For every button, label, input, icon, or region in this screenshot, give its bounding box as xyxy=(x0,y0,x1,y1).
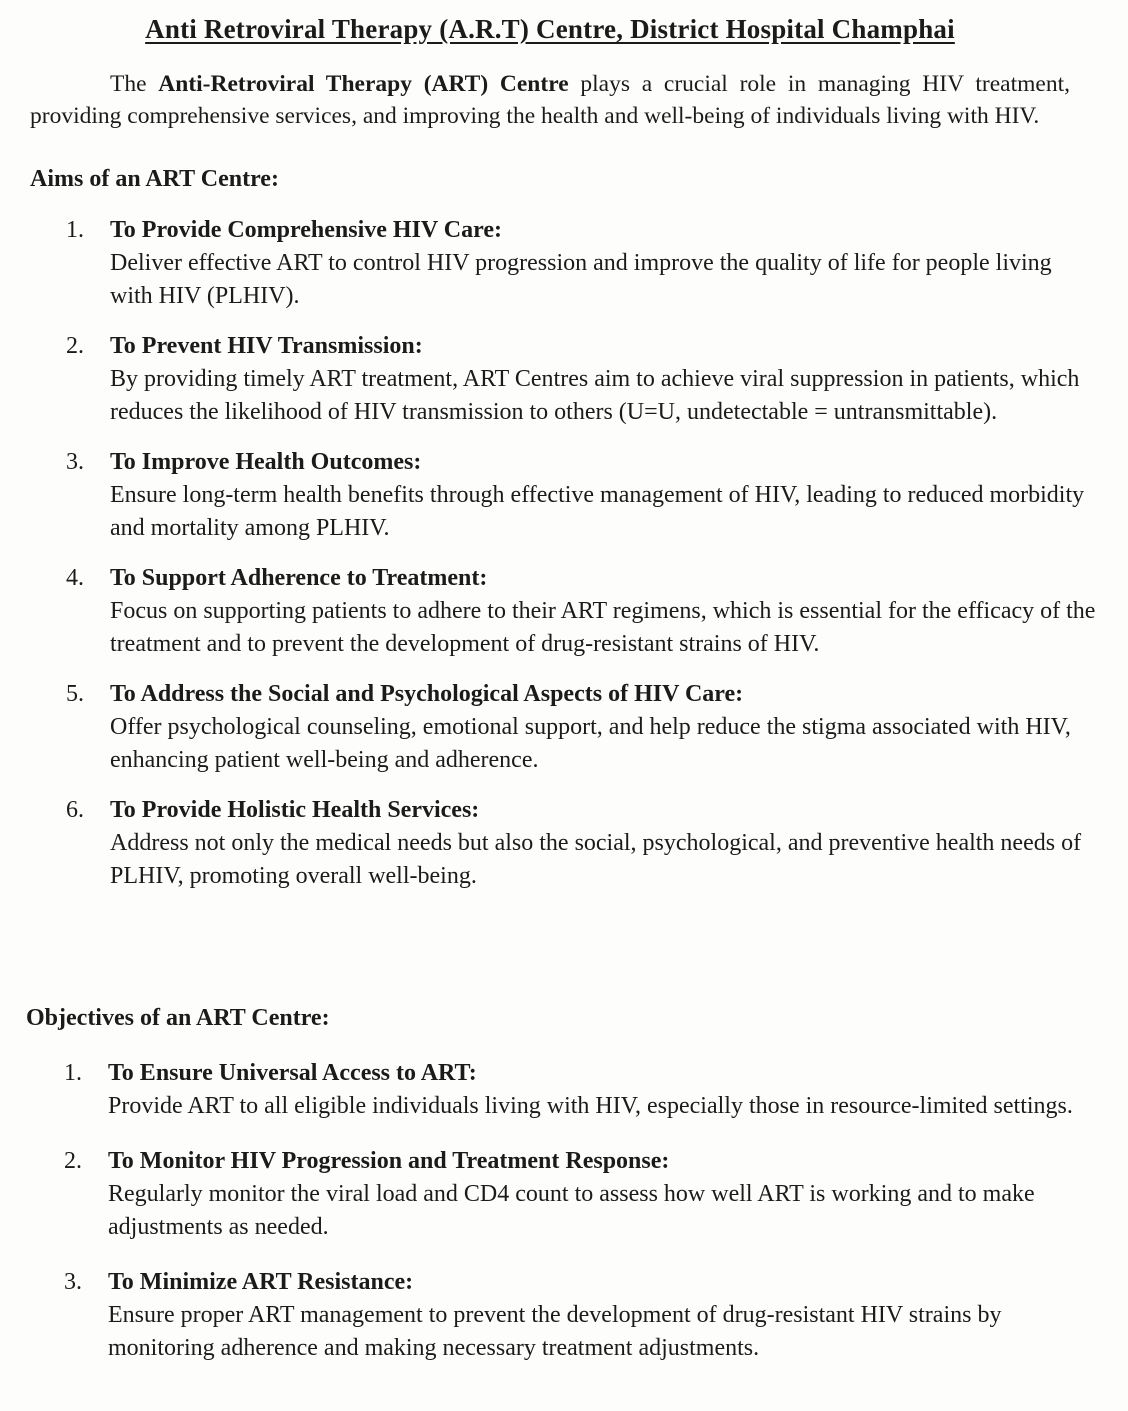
aim-item xyxy=(66,446,1096,545)
aim-item xyxy=(66,678,1096,777)
aim-description: Ensure long-term health benefits through effective management of HIV, leading to reduced morbidity and mortality among PLHIV. xyxy=(110,482,1085,541)
aim-number: 2. xyxy=(66,333,84,359)
aim-number: 4. xyxy=(66,565,84,591)
aim-number: 3. xyxy=(66,449,84,475)
objectives-list xyxy=(64,1057,1109,1387)
intro-bold-term: Anti-Retroviral Therapy (ART) Centre xyxy=(158,71,569,97)
objective-item xyxy=(64,1145,1109,1244)
aims-list xyxy=(66,214,1096,910)
objective-number: 2. xyxy=(64,1148,82,1174)
aim-description: Focus on supporting patients to adhere to their ART regimens, which is essential for the efficacy of the treatment and to prevent the development of drug-resistant strains of HIV. xyxy=(110,598,1096,657)
aim-title: To Address the Social and Psychological Aspects of HIV Care: xyxy=(110,681,744,707)
objective-title: To Monitor HIV Progression and Treatment Response: xyxy=(108,1148,670,1174)
document-title: Anti Retroviral Therapy (A.R.T) Centre, District Hospital Champhai xyxy=(145,14,955,44)
aim-item xyxy=(66,214,1096,313)
objective-description: Ensure proper ART management to prevent the development of drug-resistant HIV strains by monitoring adherence and making necessary treatment adjustments. xyxy=(108,1302,1002,1361)
aim-title: To Provide Holistic Health Services: xyxy=(110,797,480,823)
aim-title: To Provide Comprehensive HIV Care: xyxy=(110,217,503,243)
objectives-heading: Objectives of an ART Centre: xyxy=(26,1005,330,1031)
aim-number: 5. xyxy=(66,681,84,707)
aims-heading: Aims of an ART Centre: xyxy=(30,166,279,192)
aim-title: To Support Adherence to Treatment: xyxy=(110,565,488,591)
aim-number: 6. xyxy=(66,797,84,823)
aim-item xyxy=(66,794,1096,893)
objective-description: Regularly monitor the viral load and CD4 count to assess how well ART is working and to make adjustments as needed. xyxy=(108,1181,1035,1240)
objective-title: To Minimize ART Resistance: xyxy=(108,1269,414,1295)
intro-paragraph xyxy=(30,68,1070,132)
aim-description: Deliver effective ART to control HIV progression and improve the quality of life for people living with HIV (PLHIV). xyxy=(110,250,1052,309)
aim-item xyxy=(66,330,1096,429)
aim-description: By providing timely ART treatment, ART Centres aim to achieve viral suppression in patients, which reduces the likelihood of HIV transmission to others (U=U, undetectable = untransmittable). xyxy=(110,366,1080,425)
aim-title: To Improve Health Outcomes: xyxy=(110,449,422,475)
intro-lead: The xyxy=(110,71,159,97)
aim-number: 1. xyxy=(66,217,84,243)
objective-number: 1. xyxy=(64,1060,82,1086)
objective-item xyxy=(64,1266,1109,1365)
objective-number: 3. xyxy=(64,1269,82,1295)
aim-description: Address not only the medical needs but also the social, psychological, and preventive health needs of PLHIV, promoting overall well-being. xyxy=(110,830,1082,889)
aim-title: To Prevent HIV Transmission: xyxy=(110,333,423,359)
objective-description: Provide ART to all eligible individuals living with HIV, especially those in resource-limited settings. xyxy=(108,1093,1073,1119)
objective-item xyxy=(64,1057,1109,1123)
aim-item xyxy=(66,562,1096,661)
intro-rest: plays a crucial role in managing HIV treatment, providing comprehensive services, and improving the health and well-being of individuals living with HIV. xyxy=(30,71,1070,129)
aim-description: Offer psychological counseling, emotional support, and help reduce the stigma associated with HIV, enhancing patient well-being and adherence. xyxy=(110,714,1071,773)
objective-title: To Ensure Universal Access to ART: xyxy=(108,1060,477,1086)
